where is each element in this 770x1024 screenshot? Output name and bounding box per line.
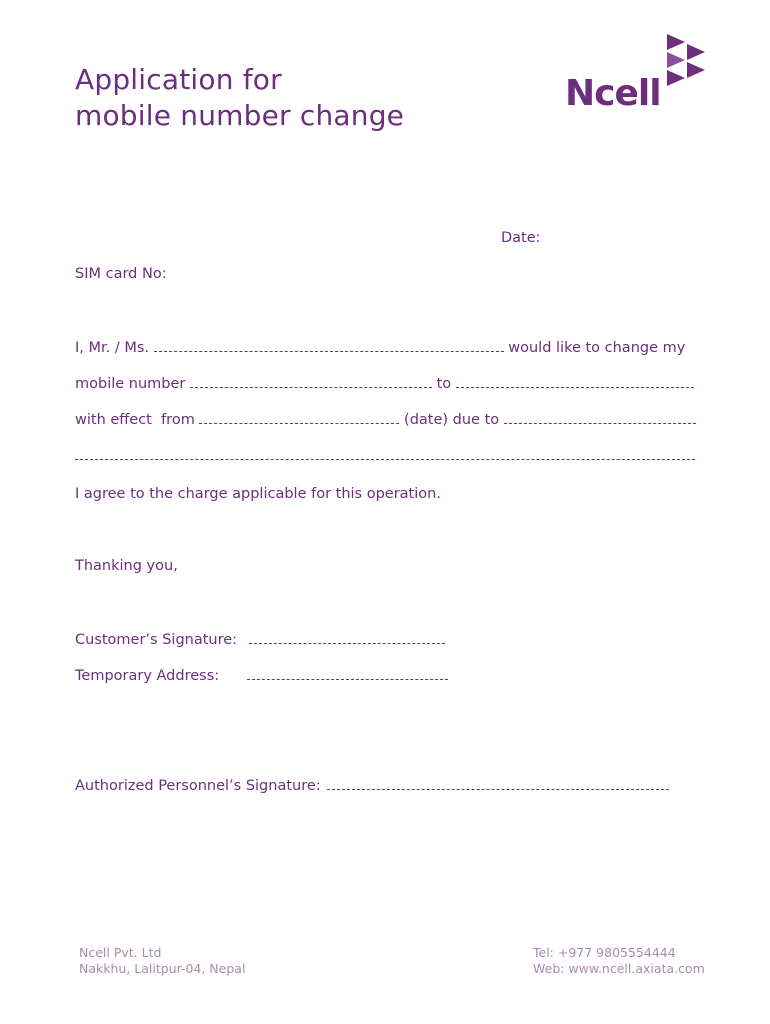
- effect-date-blank[interactable]: [199, 411, 399, 424]
- number-line-prefix: mobile number: [75, 376, 190, 392]
- old-number-blank[interactable]: [190, 375, 432, 388]
- footer-company-name: Ncell Pvt. Ltd: [79, 945, 162, 960]
- footer-contact-info: [533, 945, 705, 977]
- agree-text: I agree to the charge applicable for this operation.: [75, 486, 441, 502]
- customer-signature-blank[interactable]: [249, 631, 445, 644]
- applicant-line-suffix: would like to change my: [503, 340, 686, 356]
- authorized-signature-blank[interactable]: [327, 777, 669, 790]
- reason-continuation-line: [75, 446, 695, 466]
- thanks-text: Thanking you,: [75, 558, 178, 574]
- footer-telephone: Tel: +977 9805554444: [533, 945, 676, 960]
- applicant-line: [75, 338, 685, 358]
- footer-website: Web: www.ncell.axiata.com: [533, 961, 705, 976]
- ncell-logo: [565, 34, 710, 124]
- temporary-address-label: Temporary Address:: [75, 668, 220, 684]
- title-line-2: mobile number change: [75, 99, 405, 132]
- customer-signature-label: Customer’s Signature:: [75, 632, 238, 648]
- effect-line-prefix: with effect from: [75, 412, 200, 428]
- number-line-mid: to: [432, 376, 456, 392]
- applicant-name-blank[interactable]: [154, 339, 504, 352]
- reason-continuation-blank[interactable]: [75, 447, 695, 460]
- effect-line: [75, 410, 696, 430]
- document-title: [75, 62, 404, 134]
- effect-line-mid: (date) due to: [399, 412, 504, 428]
- logo-wordmark: Ncell: [565, 73, 661, 114]
- footer-company-info: [79, 945, 245, 977]
- title-line-1: Application for: [75, 63, 282, 96]
- temporary-address-blank[interactable]: [247, 667, 448, 680]
- number-line: [75, 374, 694, 394]
- authorized-signature-label: Authorized Personnel’s Signature:: [75, 778, 321, 794]
- authorized-signature-line: [75, 776, 669, 796]
- date-label: Date:: [501, 230, 541, 246]
- new-number-blank[interactable]: [456, 375, 694, 388]
- sim-card-label: SIM card No:: [75, 266, 167, 282]
- footer-company-address: Nakkhu, Lalitpur-04, Nepal: [79, 961, 246, 976]
- temporary-address-line: [75, 666, 448, 686]
- ncell-triangle-mark-icon: [665, 34, 705, 86]
- customer-signature-line: [75, 630, 445, 650]
- reason-blank[interactable]: [504, 411, 696, 424]
- applicant-line-prefix: I, Mr. / Ms.: [75, 340, 154, 356]
